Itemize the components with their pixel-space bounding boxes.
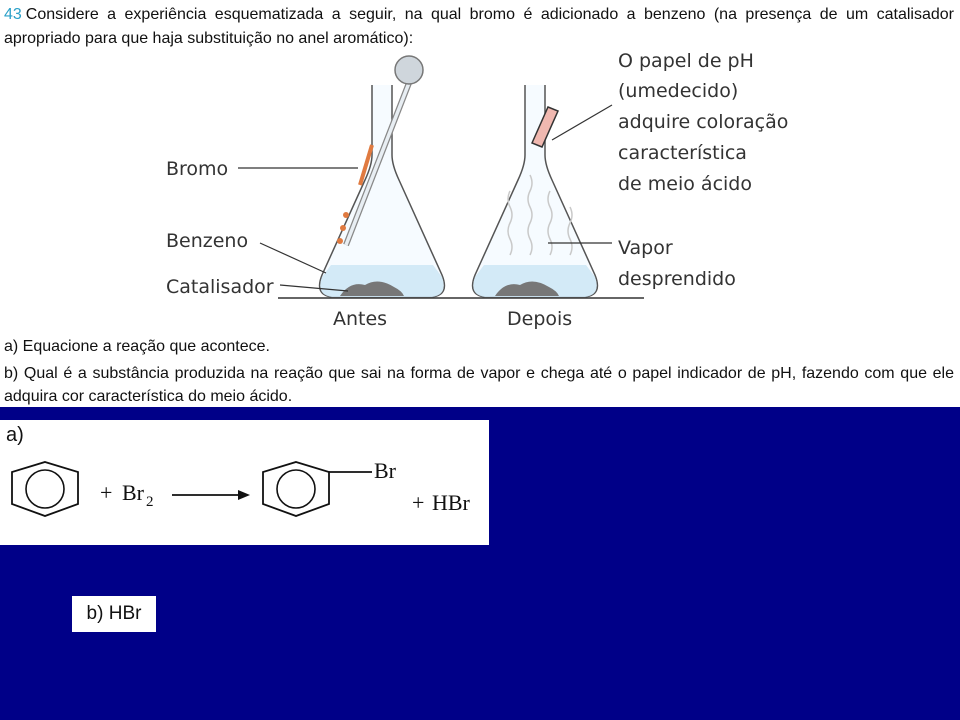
pointer-benzeno [260, 243, 326, 273]
label-papel-1: O papel de pH [618, 50, 754, 72]
flask-depois [473, 85, 598, 297]
label-vapor-1: Vapor [618, 237, 673, 259]
product-plus: + [412, 490, 425, 515]
question-statement: Considere a experiência esquematizada a seguir, na qual bromo é adicionado a benzeno (na presença de um catalisador apropriado para que haja substituição no anel aromático): [4, 6, 954, 47]
reagent-subscript: 2 [146, 494, 154, 510]
answer-b-text: b) HBr [86, 603, 142, 624]
bromine-drop [343, 212, 349, 218]
bromobenzene-ring [263, 462, 372, 516]
reagent-plus: + [100, 480, 113, 505]
pointer-papel [552, 105, 612, 140]
experiment-figure [150, 45, 810, 335]
reagent-br: Br [122, 480, 144, 505]
label-vapor-2: desprendido [618, 268, 736, 290]
question-text [4, 3, 954, 51]
label-depois: Depois [507, 308, 573, 330]
item-a-text: a) Equacione a reação que acontece. [4, 338, 270, 355]
product-hbr: HBr [432, 490, 470, 515]
reaction-equation [0, 420, 489, 545]
reaction-arrow-head [238, 490, 250, 500]
label-papel-5: de meio ácido [618, 173, 752, 195]
flask-antes [320, 56, 445, 297]
product-br-substituent: Br [374, 458, 396, 483]
label-papel-2: (umedecido) [618, 80, 739, 102]
dropper-bulb [395, 56, 423, 84]
bromine-drop [337, 238, 343, 244]
benzene-ring [12, 462, 78, 516]
answer-b-box [72, 596, 156, 632]
answer-a-panel [0, 420, 489, 545]
label-papel-3: adquire coloração [618, 111, 789, 133]
question-number: 43 [4, 6, 22, 23]
item-b-text: b) Qual é a substância produzida na reação que sai na forma de vapor e chega até o papel indicador de pH, fazendo com que ele adquira cor característica do meio ácido. [4, 365, 954, 405]
label-catalisador: Catalisador [166, 276, 274, 298]
answer-a-label: a) [6, 424, 24, 446]
label-bromo: Bromo [166, 158, 229, 180]
label-benzeno: Benzeno [166, 230, 249, 252]
label-antes: Antes [333, 308, 388, 330]
bromine-drop [340, 225, 346, 231]
label-papel-4: característica [618, 142, 747, 164]
